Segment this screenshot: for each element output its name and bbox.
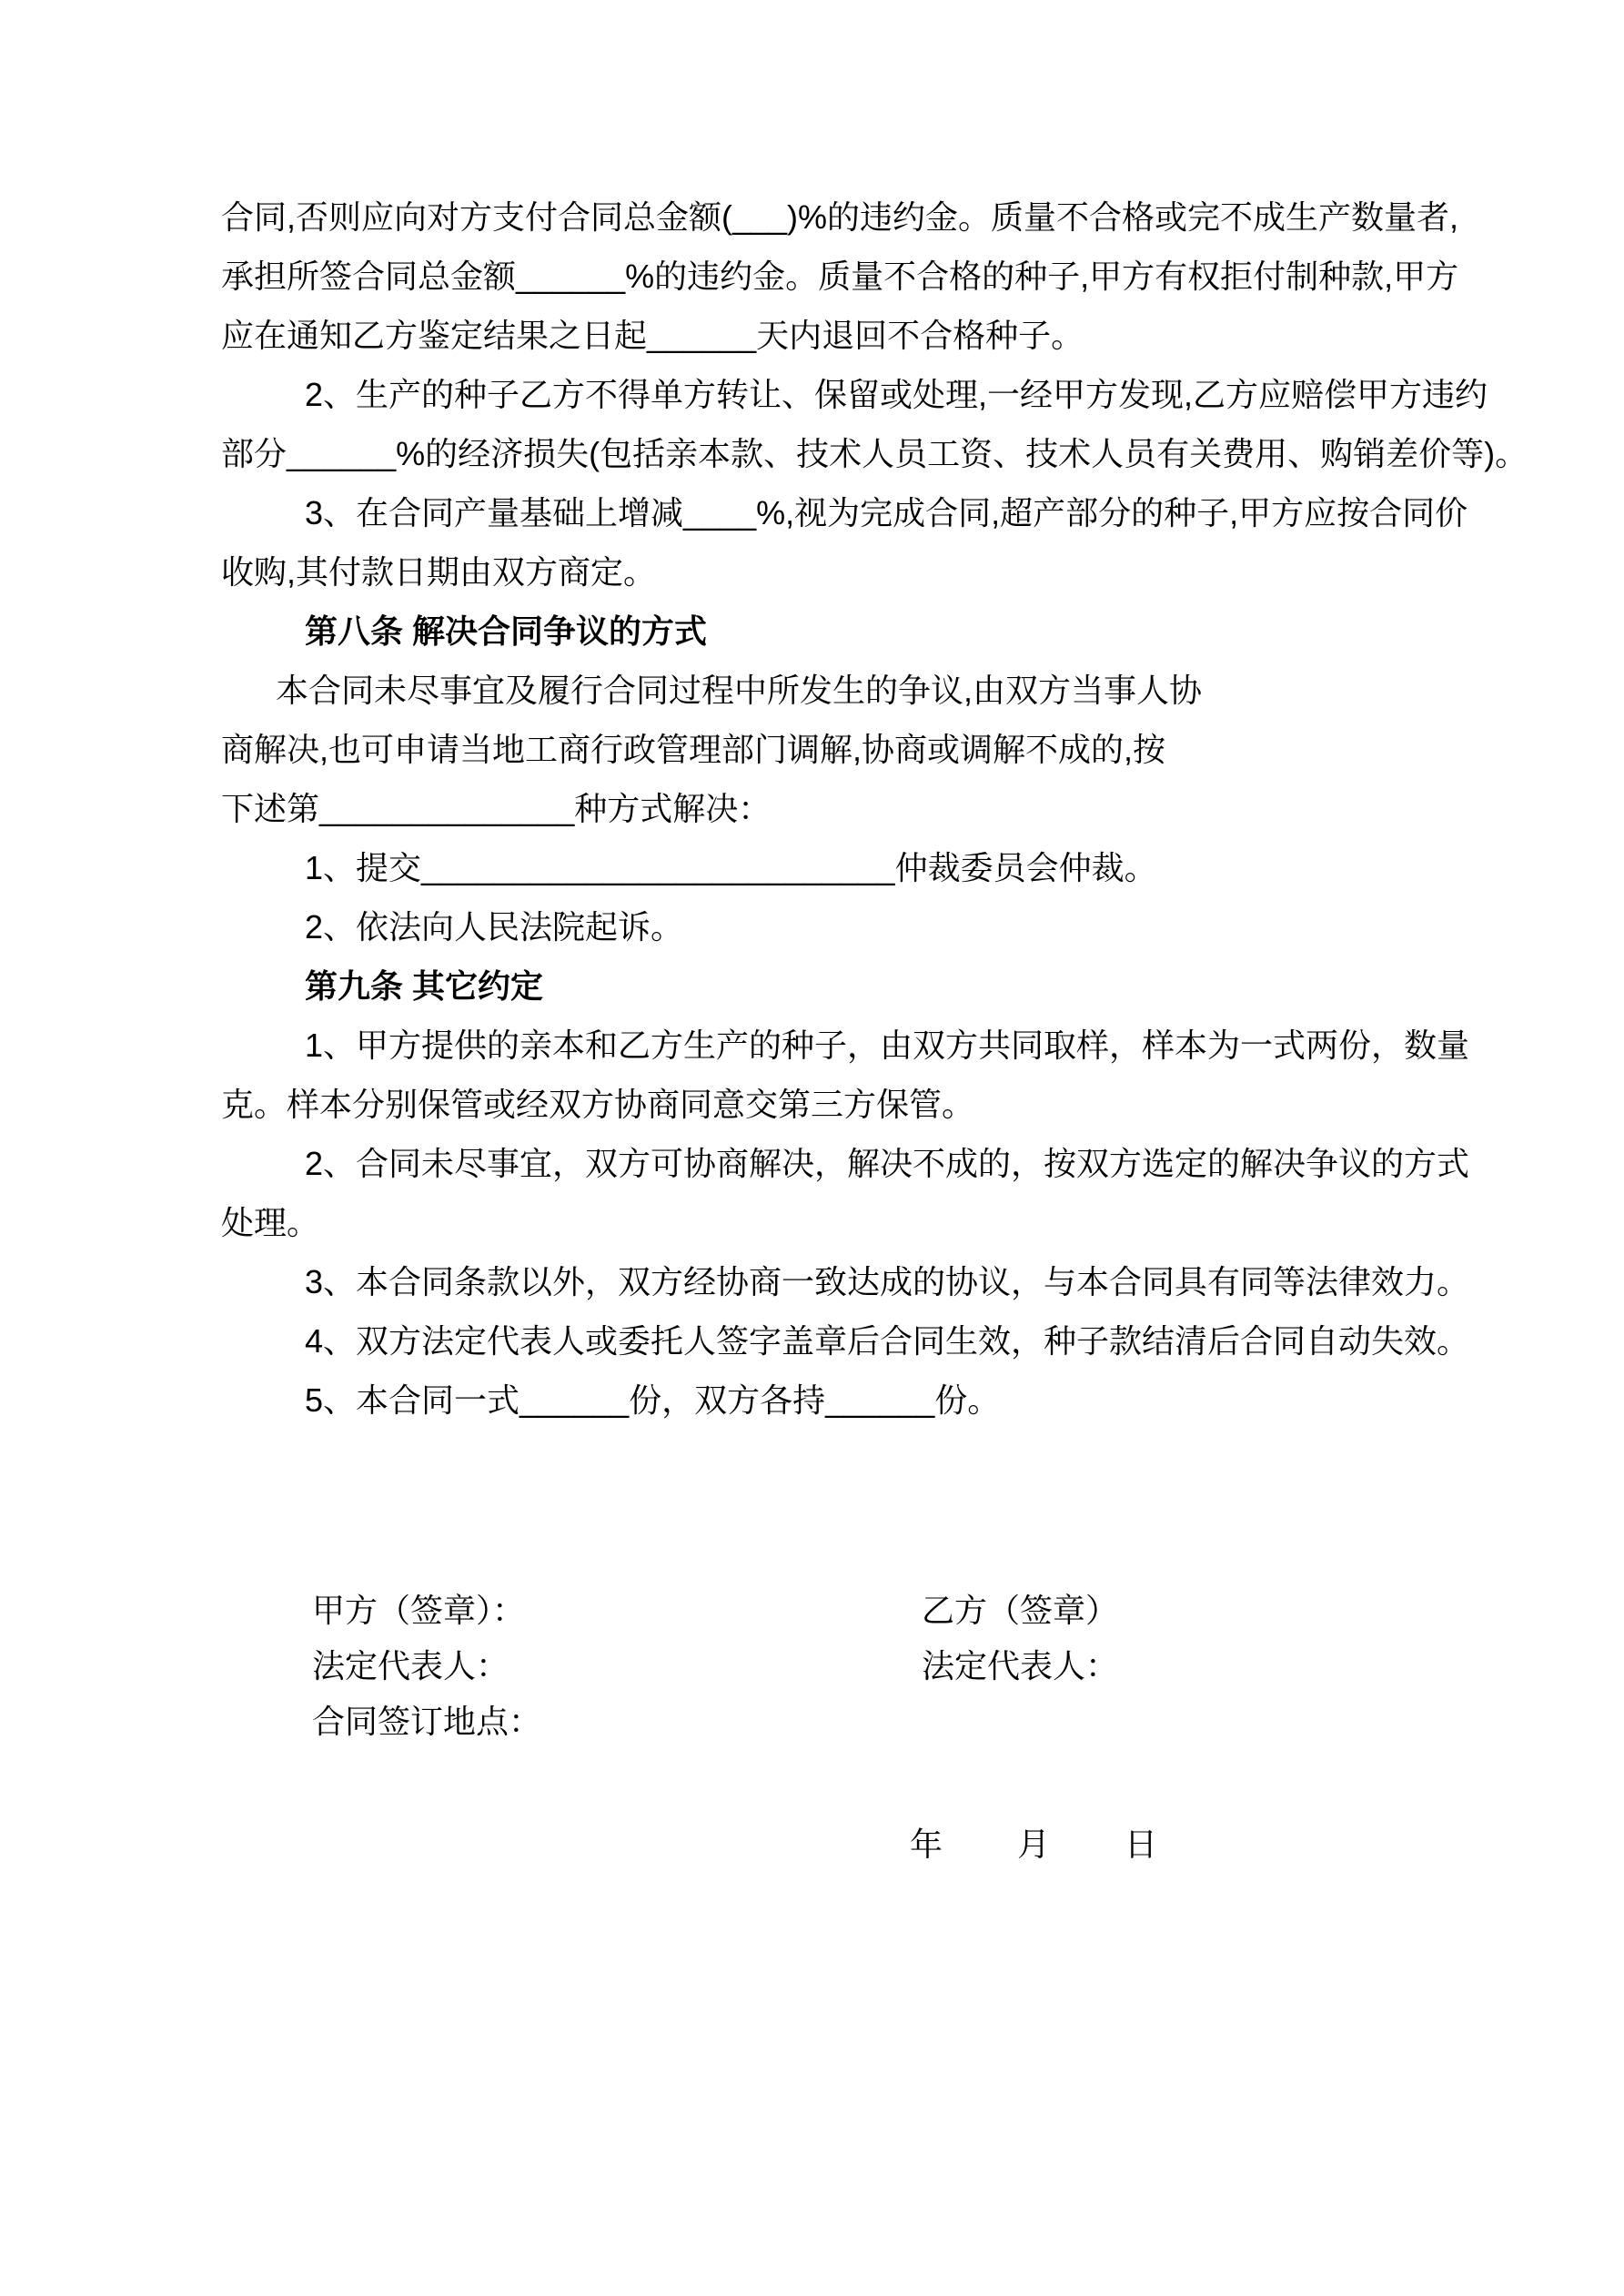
contract-line: 承担所签合同总金额______%的违约金。质量不合格的种子,甲方有权拒付制种款,甲方 (221, 258, 1459, 295)
contract-line: 3、在合同产量基础上增减____%,视为完成合同,超产部分的种子,甲方应按合同价 (305, 494, 1468, 531)
date-day-label: 日 (1125, 1826, 1158, 1863)
contract-line: 3、本合同条款以外，双方经协商一致达成的协议，与本合同具有同等法律效力。 (305, 1263, 1470, 1300)
contract-line: 应在通知乙方鉴定结果之日起______天内退回不合格种子。 (221, 317, 1084, 354)
signature-row (221, 1638, 1409, 1694)
contract-line: 本合同未尽事宜及履行合同过程中所发生的争议,由双方当事人协 (276, 672, 1203, 709)
contract-line: 4、双方法定代表人或委托人签字盖章后合同生效，种子款结清后合同自动失效。 (305, 1322, 1470, 1360)
contract-line: 商解决,也可申请当地工商行政管理部门调解,协商或调解不成的,按 (221, 731, 1166, 768)
contract-line: 部分______%的经济损失(包括亲本款、技术人员工资、技术人员有关费用、购销差价等)。 (221, 435, 1528, 472)
contract-line: 处理。 (221, 1204, 320, 1241)
signature-row (221, 1694, 1409, 1749)
contract-line: 克。样本分别保管或经双方协商同意交第三方保管。 (221, 1086, 975, 1123)
contract-line: 2、依法向人民法院起诉。 (305, 908, 684, 946)
signature-block (221, 1583, 1409, 1749)
date-month-label: 月 (1017, 1826, 1051, 1863)
contract-line: 1、甲方提供的亲本和乙方生产的种子，由双方共同取样，样本为一式两份，数量 (305, 1027, 1470, 1064)
contract-line: 2、生产的种子乙方不得单方转让、保留或处理,一经甲方发现,乙方应赔偿甲方违约 (305, 376, 1488, 413)
contract-line: 下述第______________种方式解决： (221, 790, 772, 827)
party-a-seal-label: 甲方（签章）： (312, 1592, 526, 1629)
date-line (910, 1815, 1409, 1874)
contract-line: 1、提交__________________________仲裁委员会仲裁。 (305, 849, 1157, 886)
signature-row (221, 1583, 1409, 1638)
contract-line: 5、本合同一式______份，双方各持______份。 (305, 1381, 1001, 1419)
party-b-seal-label: 乙方（签章） (922, 1592, 1119, 1629)
party-b-legal-rep-label: 法定代表人： (922, 1647, 1119, 1684)
contract-line: 合同,否则应向对方支付合同总金额(___)%的违约金。质量不合格或完不成生产数量者, (221, 198, 1459, 236)
contract-line: 2、合同未尽事宜，双方可协商解决，解决不成的，按双方选定的解决争议的方式 (305, 1145, 1470, 1182)
party-a-legal-rep-label: 法定代表人： (312, 1647, 509, 1684)
signing-place-label: 合同签订地点： (312, 1703, 542, 1740)
article-9-heading: 第九条 其它约定 (305, 967, 544, 1005)
article-8-heading: 第八条 解决合同争议的方式 (305, 612, 708, 650)
contract-line: 收购,其付款日期由双方商定。 (221, 553, 657, 591)
date-year-label: 年 (910, 1826, 943, 1863)
